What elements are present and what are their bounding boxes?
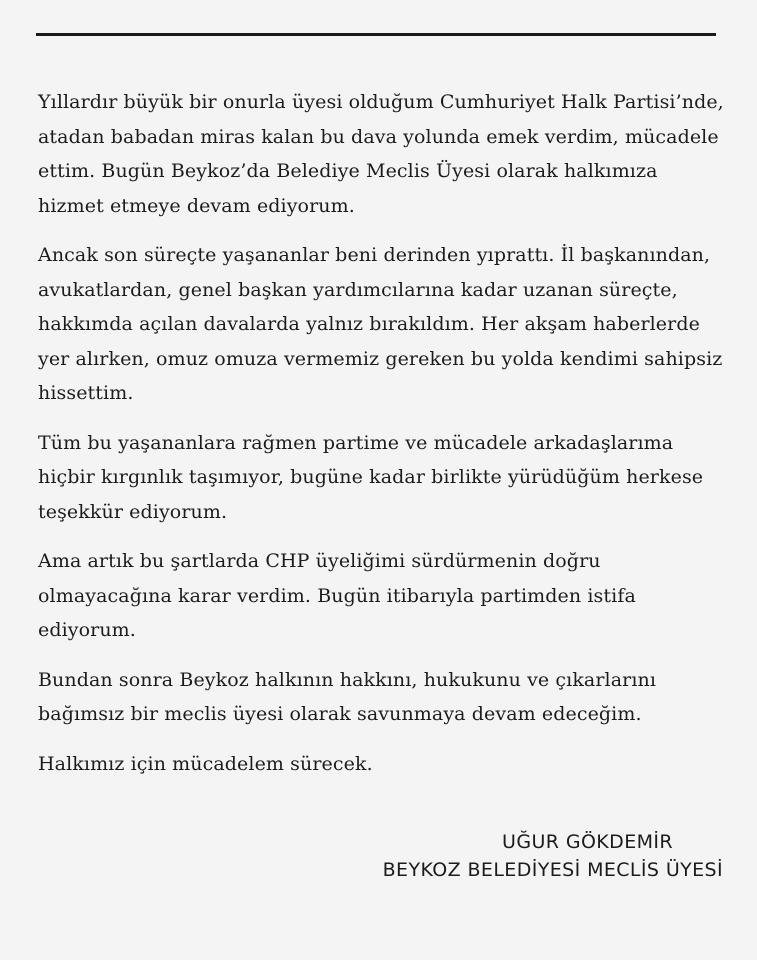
- letter-body: [38, 85, 728, 796]
- signature-title: BEYKOZ BELEDİYESİ MECLİS ÜYESİ: [382, 859, 723, 881]
- paragraph-6: Halkımız için mücadelem sürecek.: [38, 752, 373, 775]
- signature-block: [383, 828, 723, 884]
- paragraph-2: Ancak son süreçte yaşananlar beni derinden yıprattı. İl başkanından, avukatlardan, genel başkan yardımcılarına kadar uzanan süreçte, hakkımda açılan davalarda yalnız bırakıldım. Her akşam haberlerde yer alırken, omuz omuza vermemiz gereken bu yolda kendimi sahipsiz hissettim.: [38, 244, 723, 404]
- paragraph-3: Tüm bu yaşananlara rağmen partime ve mücadele arkadaşlarıma hiçbir kırgınlık taşımıyor, bugüne kadar birlikte yürüdüğüm herkese teşekkür ediyorum.: [38, 431, 704, 523]
- top-divider: [36, 33, 716, 36]
- signature-name: UĞUR GÖKDEMİR: [502, 831, 673, 853]
- paragraph-4: Ama artık bu şartlarda CHP üyeliğimi sürdürmenin doğru olmayacağına karar verdim. Bugün itibarıyla partimden istifa ediyorum.: [38, 550, 636, 641]
- paragraph-1: Yıllardır büyük bir onurla üyesi olduğum Cumhuriyet Halk Partisi’nde, atadan babadan miras kalan bu dava yolunda emek verdim, mücadele ettim. Bugün Beykoz’da Belediye Meclis Üyesi olarak halkımıza hizmet etmeye devam ediyorum.: [38, 91, 724, 217]
- paragraph-5: Bundan sonra Beykoz halkının hakkını, hukukunu ve çıkarlarını bağımsız bir meclis üyesi olarak savunmaya devam edeceğim.: [38, 668, 657, 725]
